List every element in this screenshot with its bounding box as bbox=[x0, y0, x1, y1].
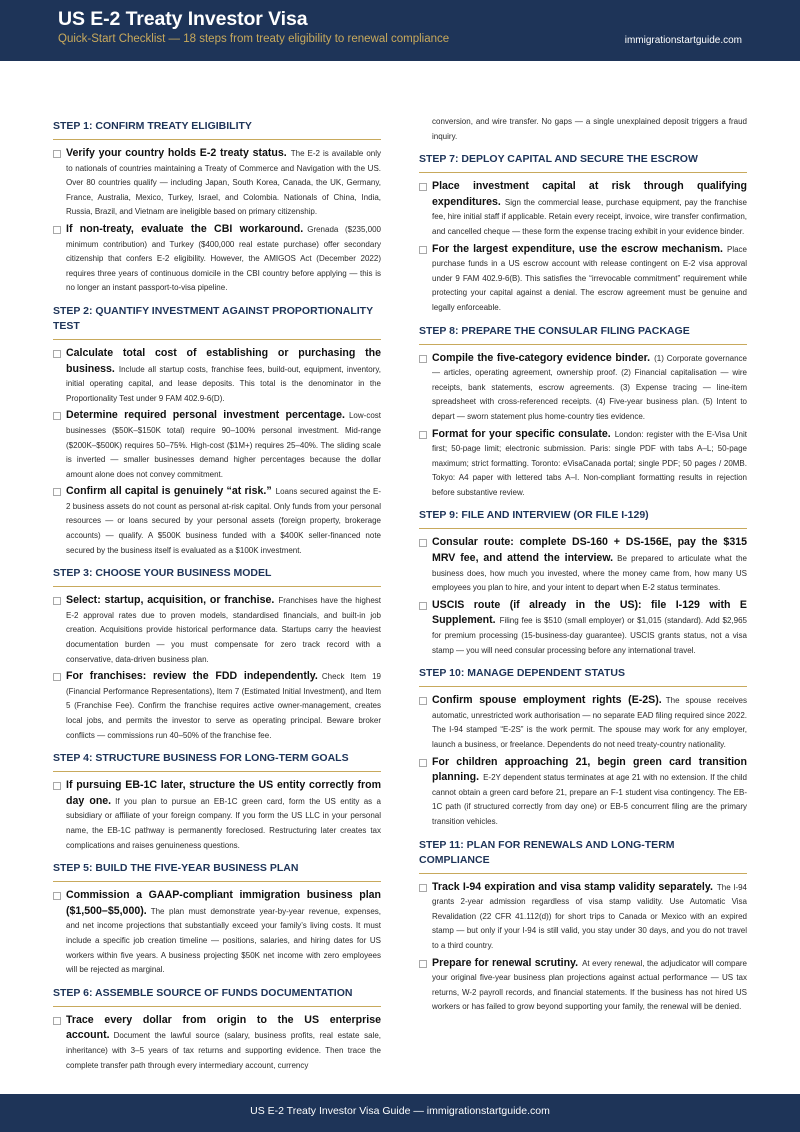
checklist-item bbox=[419, 956, 747, 1015]
item-body: Place purchase funds in a US escrow account with release contingent on E-2 visa approval under 9 FAM 402.9-6(B). This satisfies the “irrevocable commitment” requirement while protecting your capital against a denial. The escrow agreement must be genuine and legally enforceable. bbox=[432, 244, 747, 312]
step-heading: STEP 4: STRUCTURE BUSINESS FOR LONG-TERM GOALS bbox=[53, 751, 381, 772]
item-heading: Commission a GAAP-compliant immigration business plan ($1,500–$5,000). bbox=[66, 889, 381, 917]
left-column bbox=[53, 119, 381, 1075]
item-body: (1) Corporate governance — articles, operating agreement, ownership proof. (2) Financial capitalisation — wire receipts, bank statements, escrow agreements. (3) Expense tracing — line-item spreadsheet with cross-referenced receipts. (4) Five-year business plan. (5) Intent to depart — sworn statement plus home-country ties evidence. bbox=[432, 353, 747, 421]
item-body: The spouse receives automatic, unrestricted work authorisation — no separate EAD filing required since 2022. The I-94 stamped “E-2S” is the work permit. The spouse may work for any employer, launch a business, or freelance. Dependents do not need treaty-country nationality. bbox=[432, 696, 747, 749]
step-heading: STEP 8: PREPARE THE CONSULAR FILING PACKAGE bbox=[419, 324, 747, 345]
item-heading: Place investment capital at risk through qualifying expenditures. bbox=[432, 180, 747, 208]
checklist-item bbox=[53, 484, 381, 558]
item-heading: Select: startup, acquisition, or franchise. bbox=[66, 594, 275, 607]
checklist-item bbox=[53, 888, 381, 978]
page-footer bbox=[0, 1094, 800, 1132]
checklist-item bbox=[53, 669, 381, 743]
step-heading: STEP 2: QUANTIFY INVESTMENT AGAINST PROPORTIONALITY TEST bbox=[53, 304, 381, 340]
step-heading: STEP 3: CHOOSE YOUR BUSINESS MODEL bbox=[53, 566, 381, 587]
item-body: Loans secured against the E-2 business assets do not count as personal at-risk capital. Only funds from your personal resources — or loans secured by your personal assets (foreign property, brokerage accounts) — qualify. A $500K business funded with a $400K seller-financed note secured by the business itself is evaluated as a $100K investment. bbox=[66, 487, 381, 555]
item-heading: Verify your country holds E-2 treaty status. bbox=[66, 147, 287, 159]
item-body: If you plan to pursue an EB-1C green card, form the US entity as a subsidiary or affiliate of your foreign company. If you form the US LLC in your personal name, the EB-1C pathway is permanently foreclosed. Restructuring later creates tax complications and raises genuineness questions. bbox=[66, 796, 381, 850]
checklist-item bbox=[53, 346, 381, 406]
step-heading: STEP 6: ASSEMBLE SOURCE OF FUNDS DOCUMENTATION bbox=[53, 986, 381, 1007]
checkbox[interactable] bbox=[419, 539, 427, 547]
page-header bbox=[0, 0, 800, 61]
checklist-item bbox=[419, 179, 747, 239]
item-heading: Confirm spouse employment rights (E-2S). bbox=[432, 694, 662, 707]
checklist-item bbox=[53, 778, 381, 853]
checkbox[interactable] bbox=[419, 602, 427, 610]
item-body: Be prepared to articulate what the business does, how much you invested, where the money came from, how many US employees you plan to hire, and your intent to depart when E-2 status terminates. bbox=[432, 554, 747, 593]
checkbox[interactable] bbox=[419, 183, 427, 191]
checklist-item bbox=[53, 1013, 381, 1073]
item-body: Low-cost businesses ($50K–$150K total) require 90–100% personal investment. Mid-range ($200K–$500K) requires 50–75%. High-cost ($1M+) requires 25–40%. The sliding scale is inverted — smaller businesses demand higher percentages because the dollar amount alone does not convey commitment. bbox=[66, 411, 381, 479]
checklist-item bbox=[419, 880, 747, 954]
checkbox[interactable] bbox=[53, 488, 61, 496]
checkbox[interactable] bbox=[419, 355, 427, 363]
checkbox[interactable] bbox=[419, 431, 427, 439]
footer-text: US E-2 Treaty Investor Visa Guide — immigrationstartguide.com bbox=[250, 1105, 550, 1117]
item-heading: If non-treaty, evaluate the CBI workaround. bbox=[66, 222, 304, 235]
checklist-item bbox=[53, 593, 381, 667]
right-sections bbox=[419, 152, 747, 1015]
continuation-text: conversion, and wire transfer. No gaps — a single unexplained deposit triggers a fraud inquiry. bbox=[432, 117, 747, 141]
item-heading: For the largest expenditure, use the escrow mechanism. bbox=[432, 242, 723, 255]
checkbox[interactable] bbox=[419, 960, 427, 968]
checklist-item bbox=[419, 598, 747, 658]
checkbox[interactable] bbox=[419, 759, 427, 767]
item-body: Sign the commercial lease, purchase equipment, pay the franchise fee, hire initial staff if applicable. Retain every receipt, invoice, wire transfer confirmation, and cancelled cheque — these form the expense tracing exhibit in your evidence binder. bbox=[432, 197, 747, 236]
checkbox[interactable] bbox=[53, 597, 61, 605]
item-body: London: register with the E-Visa Unit first; 50-page limit; electronic submission. Paris: single PDF with tabs A–L; 50-page maximum; strict formatting. Toronto: eVisaCanada portal; single PDF; 50 pages / 20MB. Tokyo: A4 paper with lettered tabs A–I. Non-compliant formatting results in rejection before substantive review. bbox=[432, 429, 747, 497]
item-body: E-2Y dependent status terminates at age 21 with no extension. If the child cannot obtain a green card before 21, prepare an F-1 student visa contingency. The EB-1C path (if structured correctly from day one) or EB-5 concurrent filing are the primary transition vehicles. bbox=[432, 773, 747, 826]
checklist-item bbox=[53, 222, 381, 296]
step-heading: STEP 7: DEPLOY CAPITAL AND SECURE THE ESCROW bbox=[419, 152, 747, 173]
right-column bbox=[419, 117, 748, 1017]
item-body: The plan must demonstrate year-by-year revenue, expenses, and net income projections that substantially exceed your family’s living costs. It must include a specific job creation timeline — positions, salaries, and hiring dates for US workers within five years. A business projecting $50K net income with zero employees will be rejected as marginal. bbox=[66, 906, 381, 975]
item-heading: Trace every dollar from origin to the US enterprise account. bbox=[66, 1013, 381, 1042]
item-heading: Prepare for renewal scrutiny. bbox=[432, 956, 579, 969]
item-heading: Confirm all capital is genuinely “at risk.” bbox=[66, 485, 272, 498]
checklist-item bbox=[419, 351, 747, 425]
item-body: Grenada ($235,000 minimum contribution) and Turkey ($400,000 real estate purchase) offer secondary citizenship that confers E-2 eligibility. However, the AMIGOS Act (December 2022) requires three years of continuous domicile in the CBI country before applying — this is no longer an instant passport-to-visa pipeline. bbox=[66, 224, 381, 293]
checkbox[interactable] bbox=[53, 350, 61, 358]
item-heading: Consular route: complete DS-160 + DS-156E, pay the $315 MRV fee, and attend the interview. bbox=[432, 536, 747, 565]
item-heading: Format for your specific consulate. bbox=[432, 427, 611, 440]
item-body: The E-2 is available only to nationals of countries maintaining a Treaty of Commerce and Navigation with the US. Over 80 countries qualify — including Japan, South Korea, Canada, the UK, Germany, France, Australia, Mexico, Turkey, Israel, and Colombia. Nationals of China, India, Russia, Brazil, and Vietnam are ineligible based on primary citizenship. bbox=[66, 149, 382, 217]
checkbox[interactable] bbox=[53, 892, 61, 900]
checkbox[interactable] bbox=[53, 673, 61, 681]
checkbox[interactable] bbox=[53, 412, 61, 420]
checkbox[interactable] bbox=[53, 1017, 61, 1025]
item-heading: For franchises: review the FDD independently. bbox=[66, 670, 318, 683]
checkbox[interactable] bbox=[419, 246, 427, 254]
site-link[interactable]: immigrationstartguide.com bbox=[624, 35, 742, 46]
checklist-item bbox=[419, 693, 747, 752]
step-heading: STEP 9: FILE AND INTERVIEW (OR FILE I-129) bbox=[419, 508, 747, 529]
item-body: Check Item 19 (Financial Performance Representations), Item 7 (Estimated Initial Investment), and Item 5 (Franchise Fee). Confirm the franchise requires active owner-management, creates local jobs, and permits the investor to serve as operating principal. Beware broker conflicts — commissions run 40–50% of the franchise fee. bbox=[66, 672, 381, 740]
page-subtitle: Quick-Start Checklist — 18 steps from treaty eligibility to renewal compliance bbox=[58, 33, 450, 45]
step-heading: STEP 10: MANAGE DEPENDENT STATUS bbox=[419, 666, 747, 687]
checklist-item bbox=[419, 535, 747, 595]
item-body: Franchises have the highest E-2 approval rates due to proven models, standardised financials, and built-in job creation. Acquisitions provide historical performance data. Startups carry the heaviest documentation burden — you must compensate for zero track record with a conservative, data-driven business plan. bbox=[66, 596, 381, 664]
item-heading: Track I-94 expiration and visa stamp validity separately. bbox=[432, 880, 713, 893]
item-heading: If pursuing EB-1C later, structure the US entity correctly from day one. bbox=[66, 779, 381, 807]
item-heading: For children approaching 21, begin green card transition planning. bbox=[432, 755, 747, 784]
step-heading: STEP 1: CONFIRM TREATY ELIGIBILITY bbox=[53, 119, 381, 140]
checklist-item bbox=[419, 427, 747, 501]
item-body: Filing fee is $510 (small employer) or $1,015 (standard). Add $2,965 for premium processing (15-business-day guarantee). USCIS grants status, not a visa stamp — you will need consular processing before any international travel. bbox=[432, 616, 747, 655]
item-heading: Calculate total cost of establishing or purchasing the business. bbox=[66, 346, 381, 375]
checklist-item bbox=[419, 755, 747, 830]
checklist-item bbox=[53, 146, 381, 220]
page-title: US E-2 Treaty Investor Visa bbox=[58, 8, 308, 30]
checkbox[interactable] bbox=[419, 884, 427, 892]
item-body: At every renewal, the adjudicator will compare your original five-year business plan projections against actual performance — US tax returns, W-2 payroll records, and financial statements. If the business has not hired US workers or has failed to grow beyond supporting your family, the renewal will be denied. bbox=[432, 958, 748, 1012]
step-heading: STEP 11: PLAN FOR RENEWALS AND LONG-TERM COMPLIANCE bbox=[419, 838, 747, 874]
item-heading: USCIS route (if already in the US): file I-129 with E Supplement. bbox=[432, 598, 747, 627]
step-heading: STEP 5: BUILD THE FIVE-YEAR BUSINESS PLAN bbox=[53, 861, 381, 882]
item-body: Include all startup costs, franchise fees, build-out, equipment, inventory, initial operating capital, and lease deposits. This total is the denominator in the Proportionality Test under 9 FAM 402.9-6(D). bbox=[66, 364, 381, 403]
item-body: The I-94 grants 2-year admission regardless of visa stamp validity. Use Automatic Visa Revalidation (22 CFR 41.112(d)) for short trips to Canada or Mexico with an expired stamp — but only if your I-94 is still valid, you stay under 30 days, and you do not travel to a third country. bbox=[432, 882, 748, 950]
checkbox[interactable] bbox=[53, 226, 61, 234]
checklist-item bbox=[419, 242, 747, 316]
item-heading: Compile the five-category evidence binder. bbox=[432, 351, 651, 364]
checkbox[interactable] bbox=[419, 697, 427, 705]
item-heading: Determine required personal investment percentage. bbox=[66, 409, 345, 422]
item-body: Document the lawful source (salary, business profits, real estate sale, inheritance) with 3–5 years of tax returns and supporting evidence. Then trace the complete transfer path through every intermediary account, currency bbox=[66, 1031, 381, 1070]
checklist-item bbox=[53, 408, 381, 482]
checkbox[interactable] bbox=[53, 150, 61, 158]
checkbox[interactable] bbox=[53, 782, 61, 790]
